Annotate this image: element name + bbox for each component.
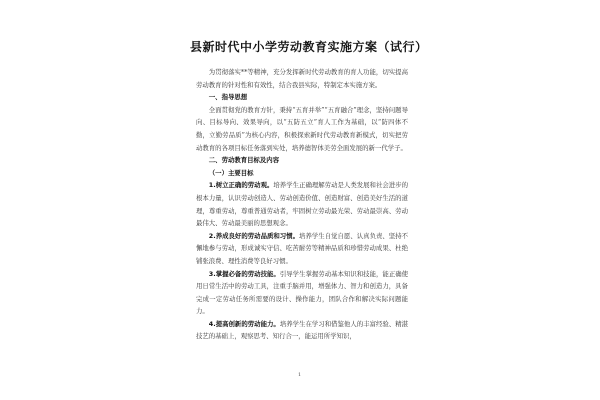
goal-item (196, 230, 408, 268)
section-heading-goals-content: 二、劳动教育目标及内容 (208, 156, 280, 165)
document-title: 县新时代中小学劳动教育实施方案（试行） (190, 40, 428, 54)
page-number: 1 (298, 372, 302, 378)
goal-item-lead: 3.掌握必备的劳动技能。 (208, 269, 280, 278)
document-body (196, 66, 408, 343)
goal-item-lead: 4.提高创新的劳动能力。 (208, 319, 280, 328)
goal-item-text: 培养学生在学习和借鉴他人的丰富经验、精湛技艺的基础上，观察思考、知行合一，能运用所学知识， (196, 319, 409, 341)
goal-item-text: 引导学生掌握劳动基本知识和技能，能正确使用日常生活中的劳动工具，注重手脑并用，增强体力、智力和创造力，具备完成一定劳动任务所需要的设计、操作能力，团队合作和解决实际问题能力。 (196, 269, 409, 316)
intro-paragraph: 为贯彻落实**等精神，充分发挥新时代劳动教育的育人功能，切实提高劳动教育的针对性和有效性，结合我县实际，特制定本实施方案。 (196, 68, 408, 89)
goal-item (196, 318, 408, 343)
goal-item-lead: 2.养成良好的劳动品质和习惯。 (208, 231, 300, 240)
goal-item-lead: 1.树立正确的劳动观。 (208, 181, 274, 190)
goal-item-text: 培养学生自觉自愿、认真负责、坚持不懈地参与劳动，形成诚实守信、吃苦耐劳等精神品质和珍惜劳动成果、杜绝铺张浪费、理性消费等良好习惯。 (196, 231, 409, 265)
goal-item (196, 179, 408, 229)
subheading-main-goals: （一）主要目标 (208, 168, 254, 177)
guiding-ideology-paragraph: 全面贯彻党的教育方针，秉持“五育并举”“五育融合”理念，坚持问题导向、目标导向、效果导向，以“五防五立”育人工作为基础，以“防四体不勤，立勤劳品质”为核心内容，积极探索新时代劳动教育新模式，切实把劳动教育的各项目标任务落到实处，培养德智体美劳全面发展的新一代学子。 (196, 105, 408, 152)
goal-item-text: 培养学生正确理解劳动是人类发展和社会进步的根本力量，认识劳动创造人、劳动创造价值、创造财富、创造美好生活的道理，尊重劳动，尊重普通劳动者，牢固树立劳动最光荣、劳动最崇高、劳动最伟大、劳动最美丽的思想观念。 (196, 181, 408, 228)
goal-item (196, 268, 408, 318)
section-heading-guiding-ideology: 一、指导思想 (208, 93, 248, 102)
